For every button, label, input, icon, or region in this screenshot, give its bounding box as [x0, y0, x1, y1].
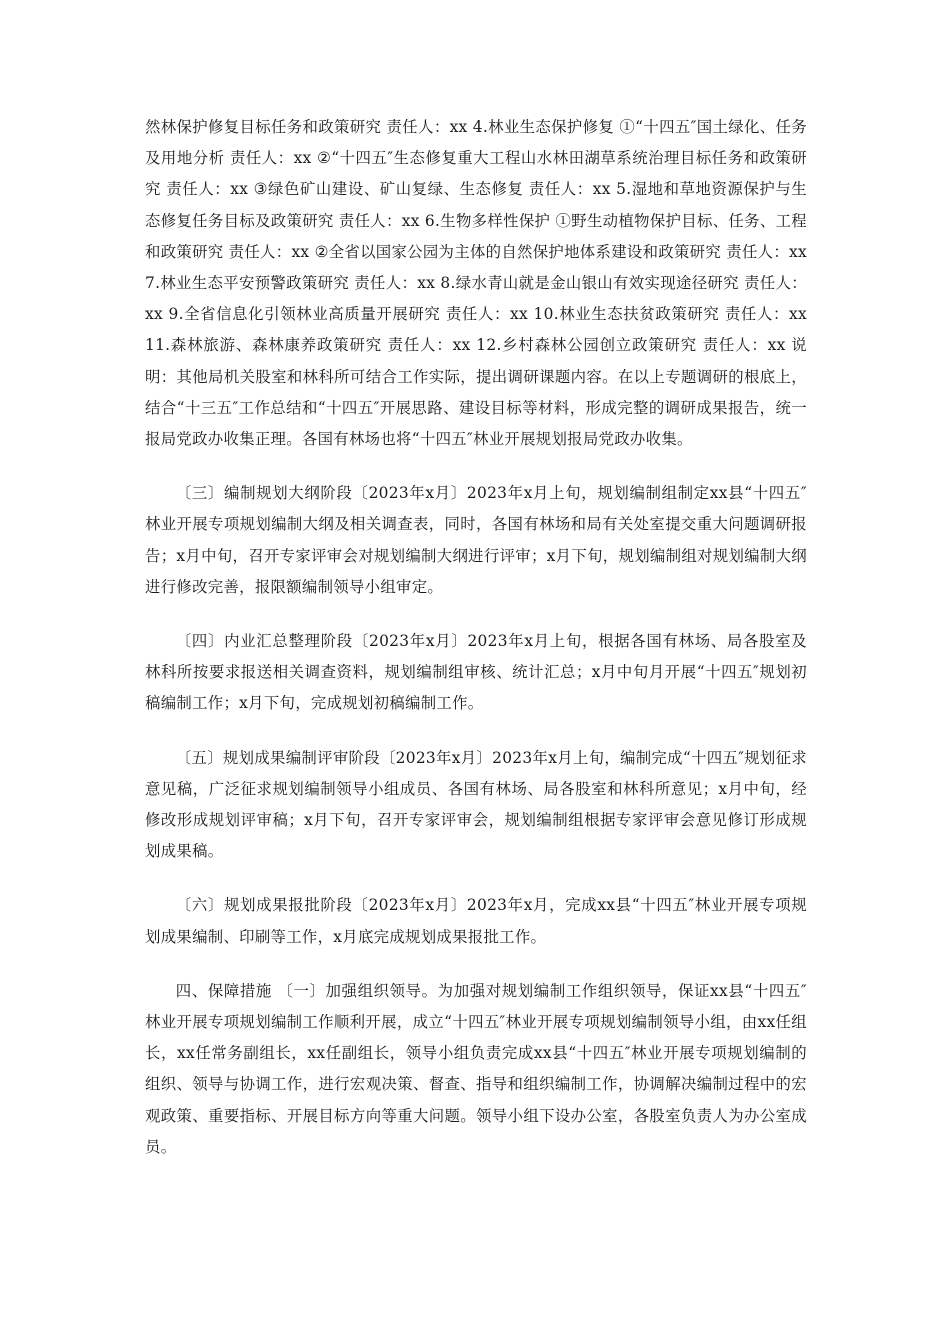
document-page	[145, 112, 807, 1163]
paragraph-outline-stage: 〔三〕编制规划大纲阶段〔2023年x月〕2023年x月上旬，规划编制组制定xx县“十四五″林业开展专项规划编制大纲及相关调查表，同时，各国有林场和局有关处室提交重大问题调研报告；x月中旬，召开专家评审会对规划编制大纲进行评审；x月下旬，规划编制组对规划编制大纲进行修改完善，报限额编制领导小组审定。	[145, 484, 807, 596]
paragraph-research-topics: 然林保护修复目标任务和政策研究 责任人：xx 4.林业生态保护修复 ①“十四五″国土绿化、任务及用地分析 责任人：xx ②“十四五″生态修复重大工程山水林田湖草系统治理目标任务和政策研究 责任人：xx ③绿色矿山建设、矿山复绿、生态修复 责任人：xx 5.湿地和草地资源保护与生态修复任务目标及政策研究 责任人：xx 6.生物多样性保护 ①野生动植物保护目标、任务、工程和政策研究 责任人：xx ②全省以国家公园为主体的自然保护地体系建设和政策研究 责任人：xx 7.林业生态平安预警政策研究 责任人：xx 8.绿水青山就是金山银山有效实现途径研究 责任人：xx 9.全省信息化引领林业高质量开展研究 责任人：xx 10.林业生态扶贫政策研究 责任人：xx 11.森林旅游、森林康养政策研究 责任人：xx 12.乡村森林公园创立政策研究 责任人：xx 说明：其他局机关股室和林科所可结合工作实际，提出调研课题内容。在以上专题调研的根底上，结合“十三五″工作总结和“十四五″开展思路、建设目标等材料，形成完整的调研成果报告，统一报局党政办收集正理。各国有林场也将“十四五″林业开展规划报局党政办收集。	[145, 118, 807, 449]
paragraph-summary-stage: 〔四〕内业汇总整理阶段〔2023年x月〕2023年x月上旬，根据各国有林场、局各股室及林科所按要求报送相关调查资料，规划编制组审核、统计汇总；x月中旬月开展“十四五″规划初稿编制工作；x月下旬，完成规划初稿编制工作。	[145, 632, 807, 713]
paragraph-review-stage: 〔五〕规划成果编制评审阶段〔2023年x月〕2023年x月上旬，编制完成“十四五″规划征求意见稿，广泛征求规划编制领导小组成员、各国有林场、局各股室和林科所意见；x月中旬，经修改形成规划评审稿；x月下旬，召开专家评审会，规划编制组根据专家评审会意见修订形成规划成果稿。	[145, 748, 807, 861]
paragraph-safeguard-measures: 四、保障措施 〔一〕加强组织领导。为加强对规划编制工作组织领导，保证xx县“十四五″林业开展专项规划编制工作顺利开展，成立“十四五″林业开展专项规划编制领导小组，由xx任组长，xx任常务副组长，xx任副组长，领导小组负责完成xx县“十四五″林业开展专项规划编制的组织、领导与协调工作，进行宏观决策、督查、指导和组织编制工作，协调解决编制过程中的宏观政策、重要指标、开展目标方向等重大问题。领导小组下设办公室，各股室负责人为办公室成员。	[145, 981, 807, 1156]
paragraph-approval-stage: 〔六〕规划成果报批阶段〔2023年x月〕2023年x月，完成xx县“十四五″林业开展专项规划成果编制、印刷等工作，x月底完成规划成果报批工作。	[145, 896, 807, 946]
